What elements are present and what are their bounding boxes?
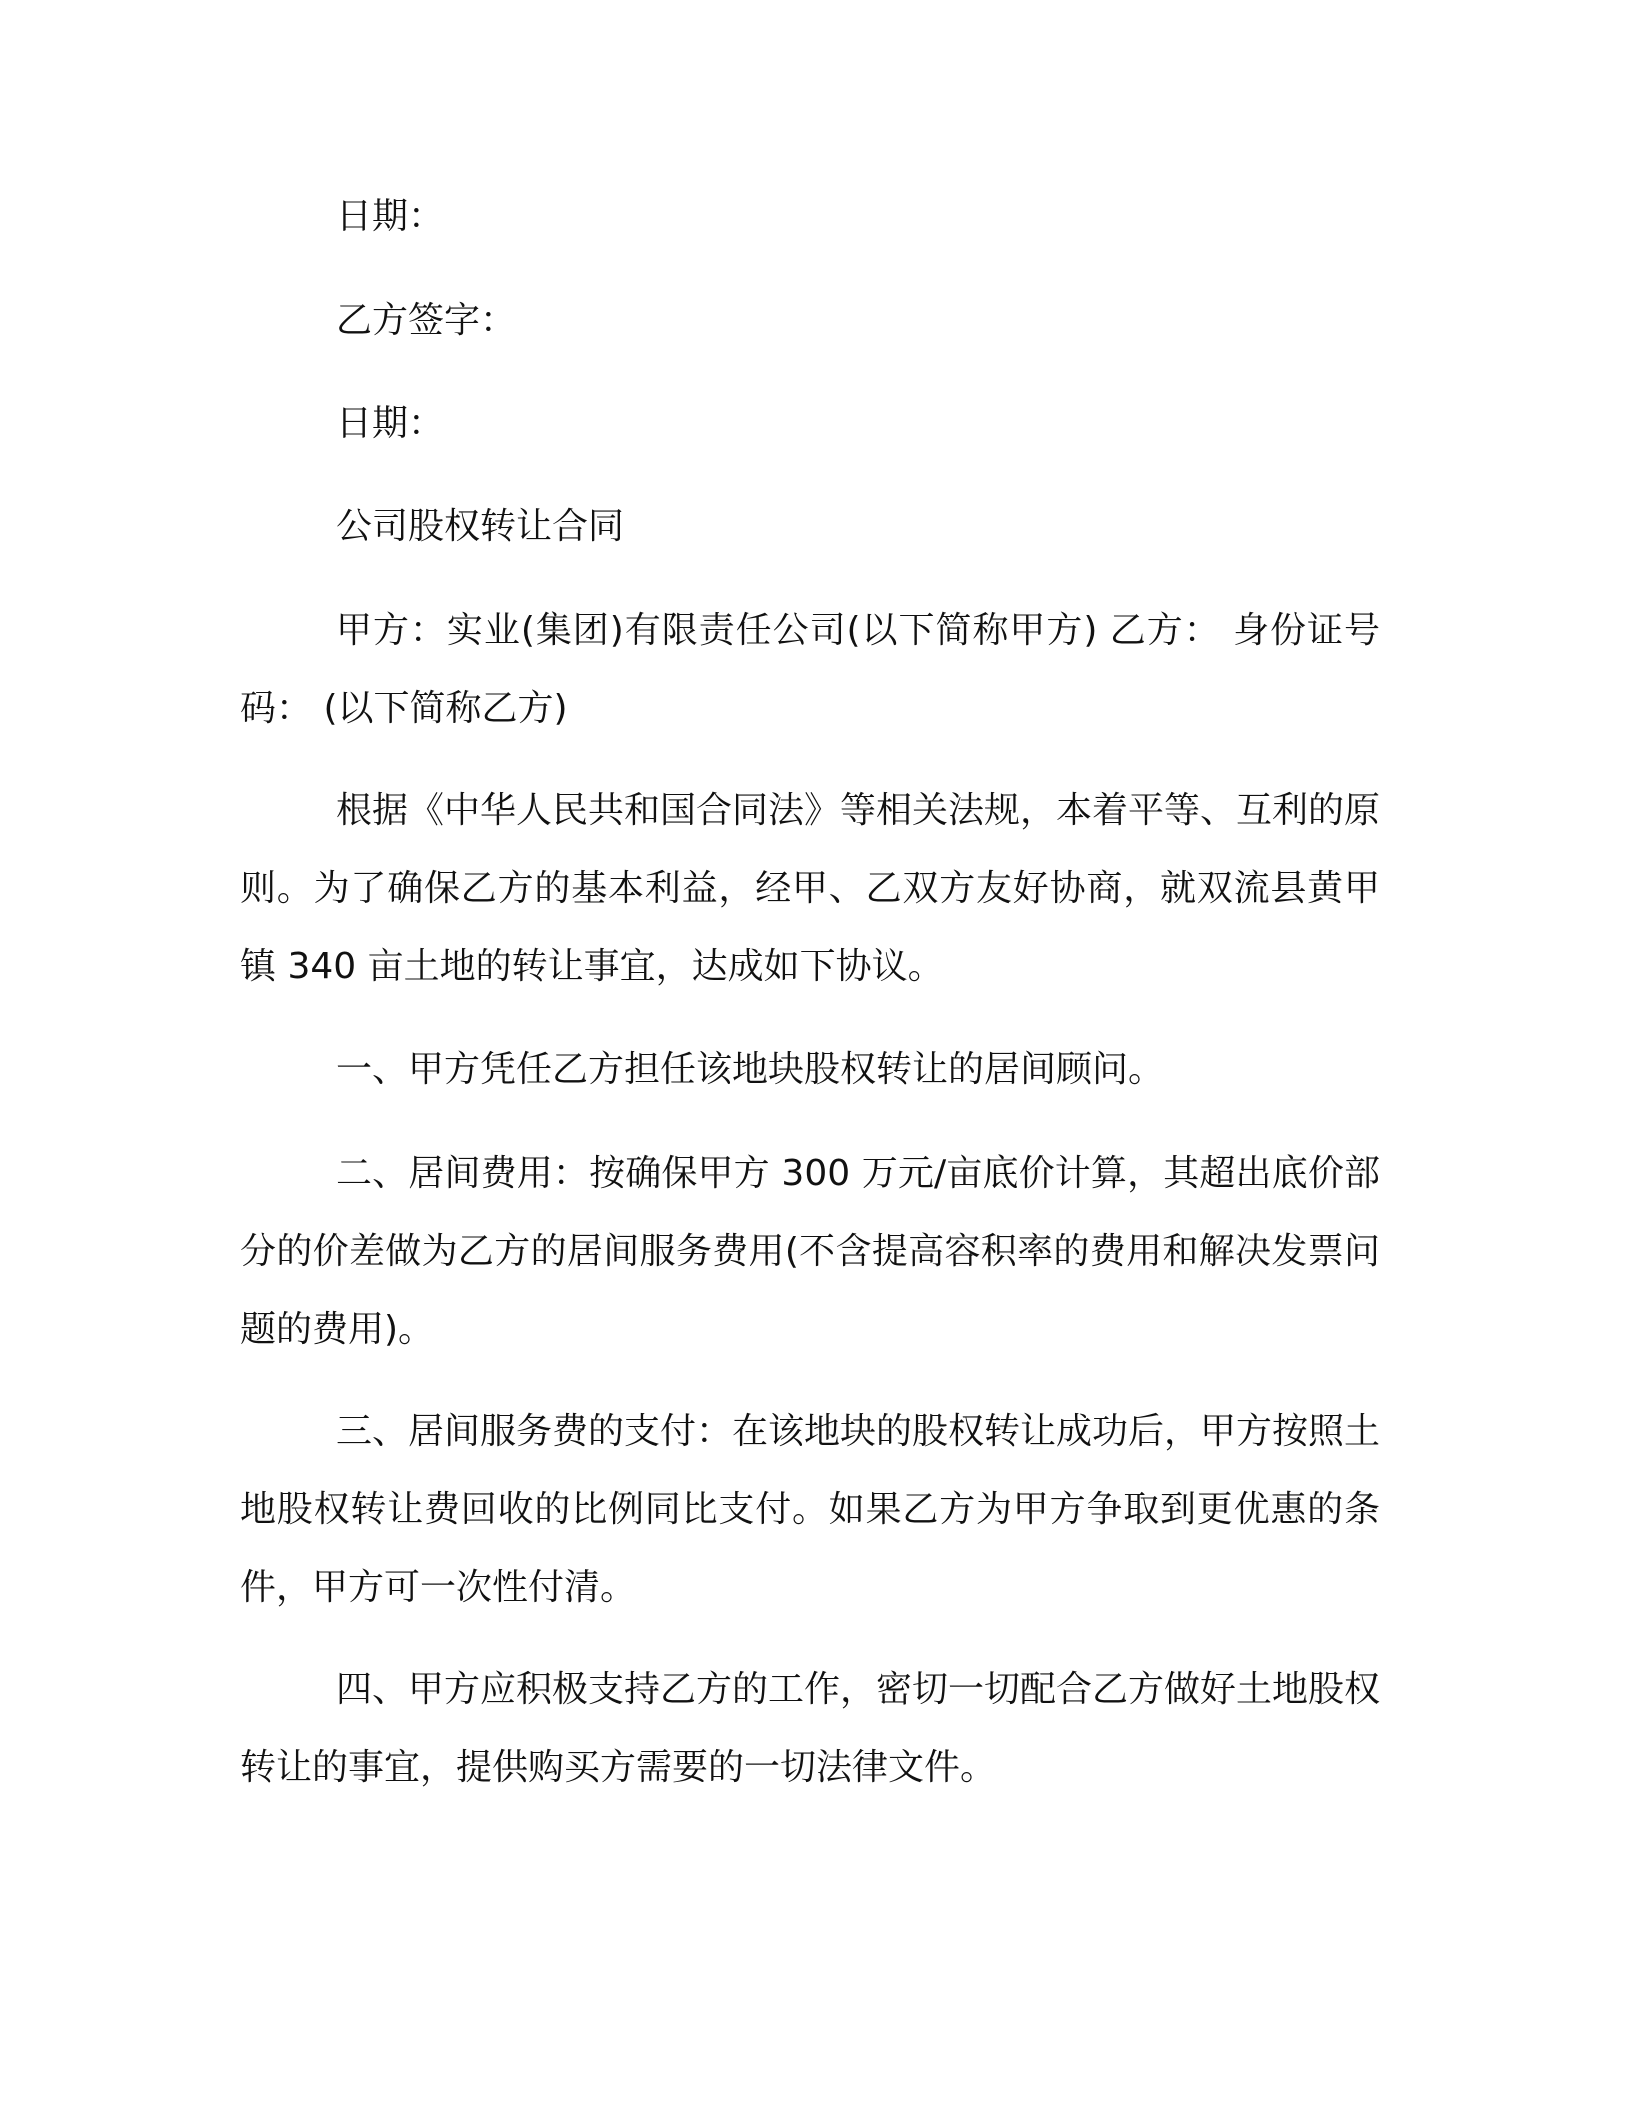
preamble-paragraph: 根据《中华人民共和国合同法》等相关法规，本着平等、互利的原则。为了确保乙方的基本利益，经甲、乙双方友好协商，就双流县黄甲镇 340 亩土地的转让事宜，达成如下协议。 xyxy=(240,790,1381,987)
clause-4-paragraph: 四、甲方应积极支持乙方的工作，密切一切配合乙方做好土地股权转让的事宜，提供购买方需要的一切法律文件。 xyxy=(240,1669,1381,1788)
party-b-signature-line: 乙方签字： xyxy=(336,300,517,341)
parties-paragraph: 甲方：实业(集团)有限责任公司(以下简称甲方) 乙方： 身份证号码： (以下简称乙方) xyxy=(240,610,1380,729)
clause-3-paragraph: 三、居间服务费的支付：在该地块的股权转让成功后，甲方按照土地股权转让费回收的比例同比支付。如果乙方为甲方争取到更优惠的条件，甲方可一次性付清。 xyxy=(240,1411,1381,1608)
clause-1-paragraph: 一、甲方凭任乙方担任该地块股权转让的居间顾问。 xyxy=(336,1049,1165,1090)
date-line-2: 日期： xyxy=(336,403,445,444)
clause-2-paragraph: 二、居间费用：按确保甲方 300 万元/亩底价计算，其超出底价部分的价差做为乙方的居间服务费用(不含提高容积率的费用和解决发票问题的费用)。 xyxy=(240,1153,1380,1350)
date-line-1: 日期： xyxy=(336,196,445,237)
contract-title: 公司股权转让合同 xyxy=(336,506,625,547)
